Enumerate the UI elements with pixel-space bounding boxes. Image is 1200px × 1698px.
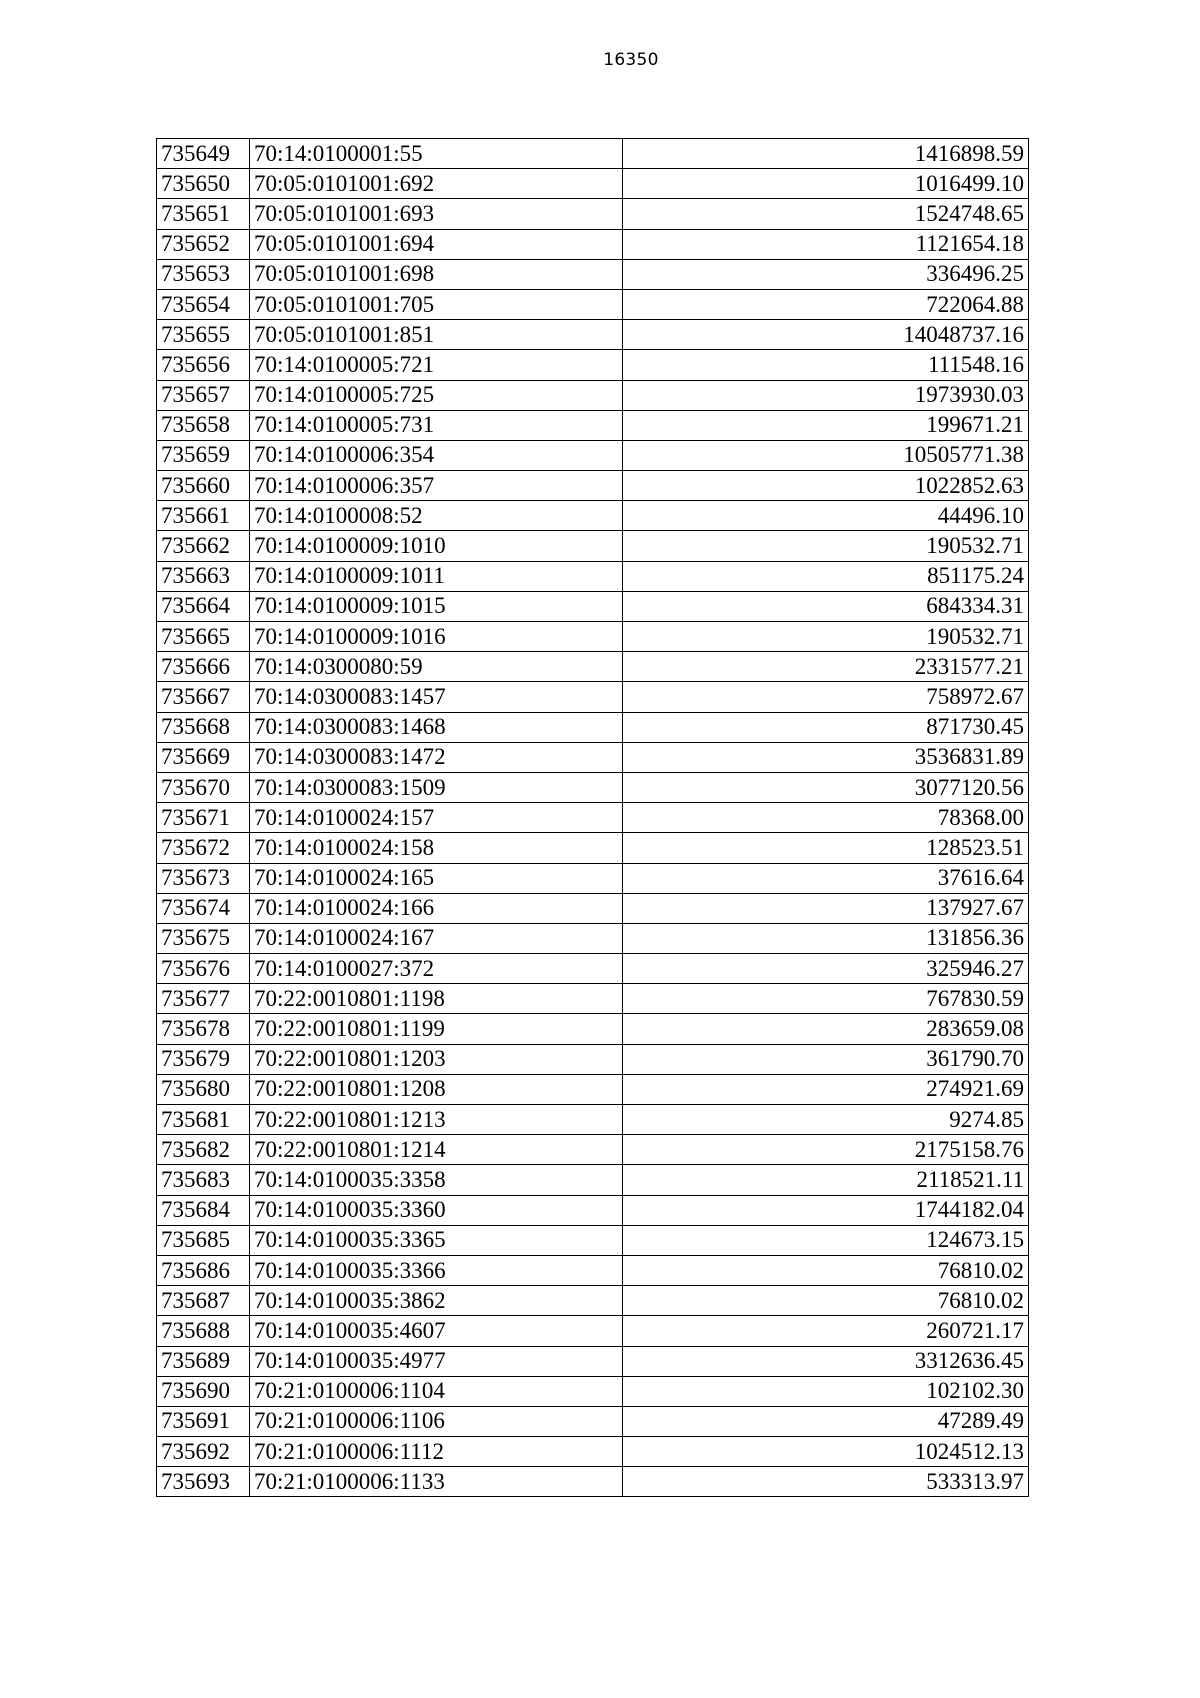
cadastral-value-cell: 3312636.45 <box>623 1346 1029 1376</box>
cadastral-value-cell: 1121654.18 <box>623 229 1029 259</box>
row-id-cell: 735683 <box>157 1165 250 1195</box>
cadastral-number-cell: 70:14:0100009:1015 <box>250 591 623 621</box>
table-row <box>157 471 1029 501</box>
cadastral-number-cell: 70:05:0101001:694 <box>250 229 623 259</box>
cadastral-value-cell: 9274.85 <box>623 1105 1029 1135</box>
row-id-cell: 735660 <box>157 471 250 501</box>
cadastral-number-cell: 70:22:0010801:1198 <box>250 984 623 1014</box>
cadastral-number-cell: 70:14:0100024:157 <box>250 803 623 833</box>
row-id-cell: 735677 <box>157 984 250 1014</box>
cadastral-value-cell: 325946.27 <box>623 954 1029 984</box>
cadastral-value-cell: 684334.31 <box>623 591 1029 621</box>
row-id-cell: 735655 <box>157 320 250 350</box>
row-id-cell: 735675 <box>157 923 250 953</box>
cadastral-value-cell: 3536831.89 <box>623 742 1029 772</box>
cadastral-number-cell: 70:22:0010801:1214 <box>250 1135 623 1165</box>
row-id-cell: 735684 <box>157 1195 250 1225</box>
cadastral-number-cell: 70:14:0100035:3365 <box>250 1225 623 1255</box>
row-id-cell: 735662 <box>157 531 250 561</box>
row-id-cell: 735667 <box>157 682 250 712</box>
cadastral-value-cell: 199671.21 <box>623 410 1029 440</box>
cadastral-value-cell: 76810.02 <box>623 1286 1029 1316</box>
table-row <box>157 772 1029 802</box>
row-id-cell: 735686 <box>157 1255 250 1285</box>
row-id-cell: 735665 <box>157 622 250 652</box>
cadastral-value-cell: 274921.69 <box>623 1074 1029 1104</box>
table-row <box>157 1225 1029 1255</box>
cadastral-value-cell: 76810.02 <box>623 1255 1029 1285</box>
row-id-cell: 735670 <box>157 772 250 802</box>
cadastral-number-cell: 70:05:0101001:692 <box>250 169 623 199</box>
cadastral-value-cell: 131856.36 <box>623 923 1029 953</box>
table-row <box>157 350 1029 380</box>
cadastral-value-cell: 137927.67 <box>623 893 1029 923</box>
cadastral-number-cell: 70:14:0100035:3358 <box>250 1165 623 1195</box>
row-id-cell: 735654 <box>157 289 250 319</box>
cadastral-number-cell: 70:05:0101001:698 <box>250 259 623 289</box>
cadastral-number-cell: 70:14:0100024:158 <box>250 833 623 863</box>
cadastral-number-cell: 70:14:0100006:357 <box>250 471 623 501</box>
row-id-cell: 735668 <box>157 712 250 742</box>
row-id-cell: 735672 <box>157 833 250 863</box>
cadastral-number-cell: 70:22:0010801:1208 <box>250 1074 623 1104</box>
cadastral-value-cell: 1973930.03 <box>623 380 1029 410</box>
row-id-cell: 735676 <box>157 954 250 984</box>
table-row <box>157 1316 1029 1346</box>
cadastral-number-cell: 70:14:0100024:165 <box>250 863 623 893</box>
table-row <box>157 742 1029 772</box>
table-row <box>157 440 1029 470</box>
cadastral-number-cell: 70:14:0100005:725 <box>250 380 623 410</box>
row-id-cell: 735669 <box>157 742 250 772</box>
cadastral-value-cell: 1744182.04 <box>623 1195 1029 1225</box>
cadastral-value-cell: 190532.71 <box>623 531 1029 561</box>
cadastral-value-cell: 851175.24 <box>623 561 1029 591</box>
cadastral-value-cell: 2175158.76 <box>623 1135 1029 1165</box>
cadastral-value-cell: 37616.64 <box>623 863 1029 893</box>
table-row <box>157 923 1029 953</box>
cadastral-value-cell: 260721.17 <box>623 1316 1029 1346</box>
cadastral-number-cell: 70:22:0010801:1203 <box>250 1044 623 1074</box>
cadastral-value-cell: 190532.71 <box>623 622 1029 652</box>
cadastral-number-cell: 70:21:0100006:1104 <box>250 1376 623 1406</box>
cadastral-value-cell: 767830.59 <box>623 984 1029 1014</box>
table-row <box>157 1074 1029 1104</box>
cadastral-value-cell: 3077120.56 <box>623 772 1029 802</box>
cadastral-number-cell: 70:05:0101001:705 <box>250 289 623 319</box>
cadastral-number-cell: 70:14:0100009:1011 <box>250 561 623 591</box>
table-row <box>157 1135 1029 1165</box>
cadastral-number-cell: 70:14:0100006:354 <box>250 440 623 470</box>
table-row <box>157 1255 1029 1285</box>
row-id-cell: 735693 <box>157 1467 250 1497</box>
cadastral-value-table <box>156 138 1029 1497</box>
table-row <box>157 1286 1029 1316</box>
cadastral-value-cell: 871730.45 <box>623 712 1029 742</box>
cadastral-number-cell: 70:14:0300083:1472 <box>250 742 623 772</box>
cadastral-number-cell: 70:14:0100027:372 <box>250 954 623 984</box>
cadastral-number-cell: 70:14:0300083:1509 <box>250 772 623 802</box>
cadastral-value-cell: 128523.51 <box>623 833 1029 863</box>
row-id-cell: 735651 <box>157 199 250 229</box>
row-id-cell: 735679 <box>157 1044 250 1074</box>
cadastral-value-cell: 111548.16 <box>623 350 1029 380</box>
cadastral-value-cell: 336496.25 <box>623 259 1029 289</box>
table-row <box>157 893 1029 923</box>
cadastral-value-cell: 44496.10 <box>623 501 1029 531</box>
row-id-cell: 735666 <box>157 652 250 682</box>
row-id-cell: 735652 <box>157 229 250 259</box>
cadastral-value-cell: 283659.08 <box>623 1014 1029 1044</box>
row-id-cell: 735657 <box>157 380 250 410</box>
row-id-cell: 735656 <box>157 350 250 380</box>
cadastral-value-cell: 10505771.38 <box>623 440 1029 470</box>
page-number: 16350 <box>603 50 659 70</box>
table-row <box>157 1044 1029 1074</box>
cadastral-number-cell: 70:14:0100035:3360 <box>250 1195 623 1225</box>
table-row <box>157 1376 1029 1406</box>
cadastral-number-cell: 70:21:0100006:1112 <box>250 1437 623 1467</box>
row-id-cell: 735671 <box>157 803 250 833</box>
cadastral-number-cell: 70:14:0100008:52 <box>250 501 623 531</box>
cadastral-value-cell: 361790.70 <box>623 1044 1029 1074</box>
table-row <box>157 289 1029 319</box>
row-id-cell: 735650 <box>157 169 250 199</box>
cadastral-number-cell: 70:14:0100024:166 <box>250 893 623 923</box>
table-row <box>157 169 1029 199</box>
table-row <box>157 803 1029 833</box>
row-id-cell: 735663 <box>157 561 250 591</box>
row-id-cell: 735661 <box>157 501 250 531</box>
row-id-cell: 735678 <box>157 1014 250 1044</box>
cadastral-number-cell: 70:14:0100035:4607 <box>250 1316 623 1346</box>
cadastral-value-cell: 1024512.13 <box>623 1437 1029 1467</box>
table-row <box>157 410 1029 440</box>
table-row <box>157 954 1029 984</box>
row-id-cell: 735691 <box>157 1406 250 1436</box>
table-row <box>157 712 1029 742</box>
table-row <box>157 1467 1029 1497</box>
row-id-cell: 735685 <box>157 1225 250 1255</box>
cadastral-number-cell: 70:14:0100035:3862 <box>250 1286 623 1316</box>
cadastral-value-cell: 1524748.65 <box>623 199 1029 229</box>
table-row <box>157 1346 1029 1376</box>
row-id-cell: 735653 <box>157 259 250 289</box>
cadastral-number-cell: 70:22:0010801:1213 <box>250 1105 623 1135</box>
table-row <box>157 561 1029 591</box>
table-row <box>157 1195 1029 1225</box>
row-id-cell: 735690 <box>157 1376 250 1406</box>
cadastral-number-cell: 70:05:0101001:851 <box>250 320 623 350</box>
row-id-cell: 735688 <box>157 1316 250 1346</box>
row-id-cell: 735687 <box>157 1286 250 1316</box>
table-row <box>157 199 1029 229</box>
table-row <box>157 1165 1029 1195</box>
cadastral-number-cell: 70:14:0100005:721 <box>250 350 623 380</box>
cadastral-value-cell: 2118521.11 <box>623 1165 1029 1195</box>
cadastral-number-cell: 70:14:0300083:1457 <box>250 682 623 712</box>
table-row <box>157 320 1029 350</box>
table-row <box>157 1014 1029 1044</box>
table-row <box>157 622 1029 652</box>
table-row <box>157 380 1029 410</box>
cadastral-number-cell: 70:14:0100001:55 <box>250 139 623 169</box>
cadastral-value-cell: 78368.00 <box>623 803 1029 833</box>
cadastral-number-cell: 70:14:0100024:167 <box>250 923 623 953</box>
table-row <box>157 229 1029 259</box>
row-id-cell: 735659 <box>157 440 250 470</box>
row-id-cell: 735681 <box>157 1105 250 1135</box>
table-body <box>157 139 1029 1497</box>
cadastral-number-cell: 70:22:0010801:1199 <box>250 1014 623 1044</box>
cadastral-value-cell: 14048737.16 <box>623 320 1029 350</box>
table-row <box>157 682 1029 712</box>
cadastral-value-cell: 1416898.59 <box>623 139 1029 169</box>
cadastral-number-cell: 70:14:0100005:731 <box>250 410 623 440</box>
row-id-cell: 735692 <box>157 1437 250 1467</box>
table-row <box>157 863 1029 893</box>
row-id-cell: 735673 <box>157 863 250 893</box>
table-row <box>157 501 1029 531</box>
cadastral-number-cell: 70:14:0100009:1016 <box>250 622 623 652</box>
table-row <box>157 652 1029 682</box>
cadastral-value-cell: 47289.49 <box>623 1406 1029 1436</box>
cadastral-value-cell: 2331577.21 <box>623 652 1029 682</box>
table-row <box>157 1105 1029 1135</box>
cadastral-value-cell: 722064.88 <box>623 289 1029 319</box>
cadastral-value-cell: 124673.15 <box>623 1225 1029 1255</box>
cadastral-value-cell: 102102.30 <box>623 1376 1029 1406</box>
row-id-cell: 735689 <box>157 1346 250 1376</box>
table-row <box>157 1406 1029 1436</box>
row-id-cell: 735682 <box>157 1135 250 1165</box>
table-row <box>157 1437 1029 1467</box>
cadastral-value-cell: 533313.97 <box>623 1467 1029 1497</box>
cadastral-number-cell: 70:14:0100035:3366 <box>250 1255 623 1285</box>
cadastral-value-cell: 758972.67 <box>623 682 1029 712</box>
cadastral-value-cell: 1022852.63 <box>623 471 1029 501</box>
cadastral-number-cell: 70:21:0100006:1106 <box>250 1406 623 1436</box>
table-row <box>157 531 1029 561</box>
table-row <box>157 984 1029 1014</box>
row-id-cell: 735649 <box>157 139 250 169</box>
table-row <box>157 259 1029 289</box>
cadastral-number-cell: 70:14:0300080:59 <box>250 652 623 682</box>
cadastral-number-cell: 70:14:0300083:1468 <box>250 712 623 742</box>
row-id-cell: 735674 <box>157 893 250 923</box>
row-id-cell: 735680 <box>157 1074 250 1104</box>
row-id-cell: 735664 <box>157 591 250 621</box>
row-id-cell: 735658 <box>157 410 250 440</box>
cadastral-number-cell: 70:05:0101001:693 <box>250 199 623 229</box>
cadastral-value-cell: 1016499.10 <box>623 169 1029 199</box>
cadastral-number-cell: 70:21:0100006:1133 <box>250 1467 623 1497</box>
cadastral-number-cell: 70:14:0100009:1010 <box>250 531 623 561</box>
table-row <box>157 833 1029 863</box>
cadastral-number-cell: 70:14:0100035:4977 <box>250 1346 623 1376</box>
table-row <box>157 591 1029 621</box>
table-row <box>157 139 1029 169</box>
